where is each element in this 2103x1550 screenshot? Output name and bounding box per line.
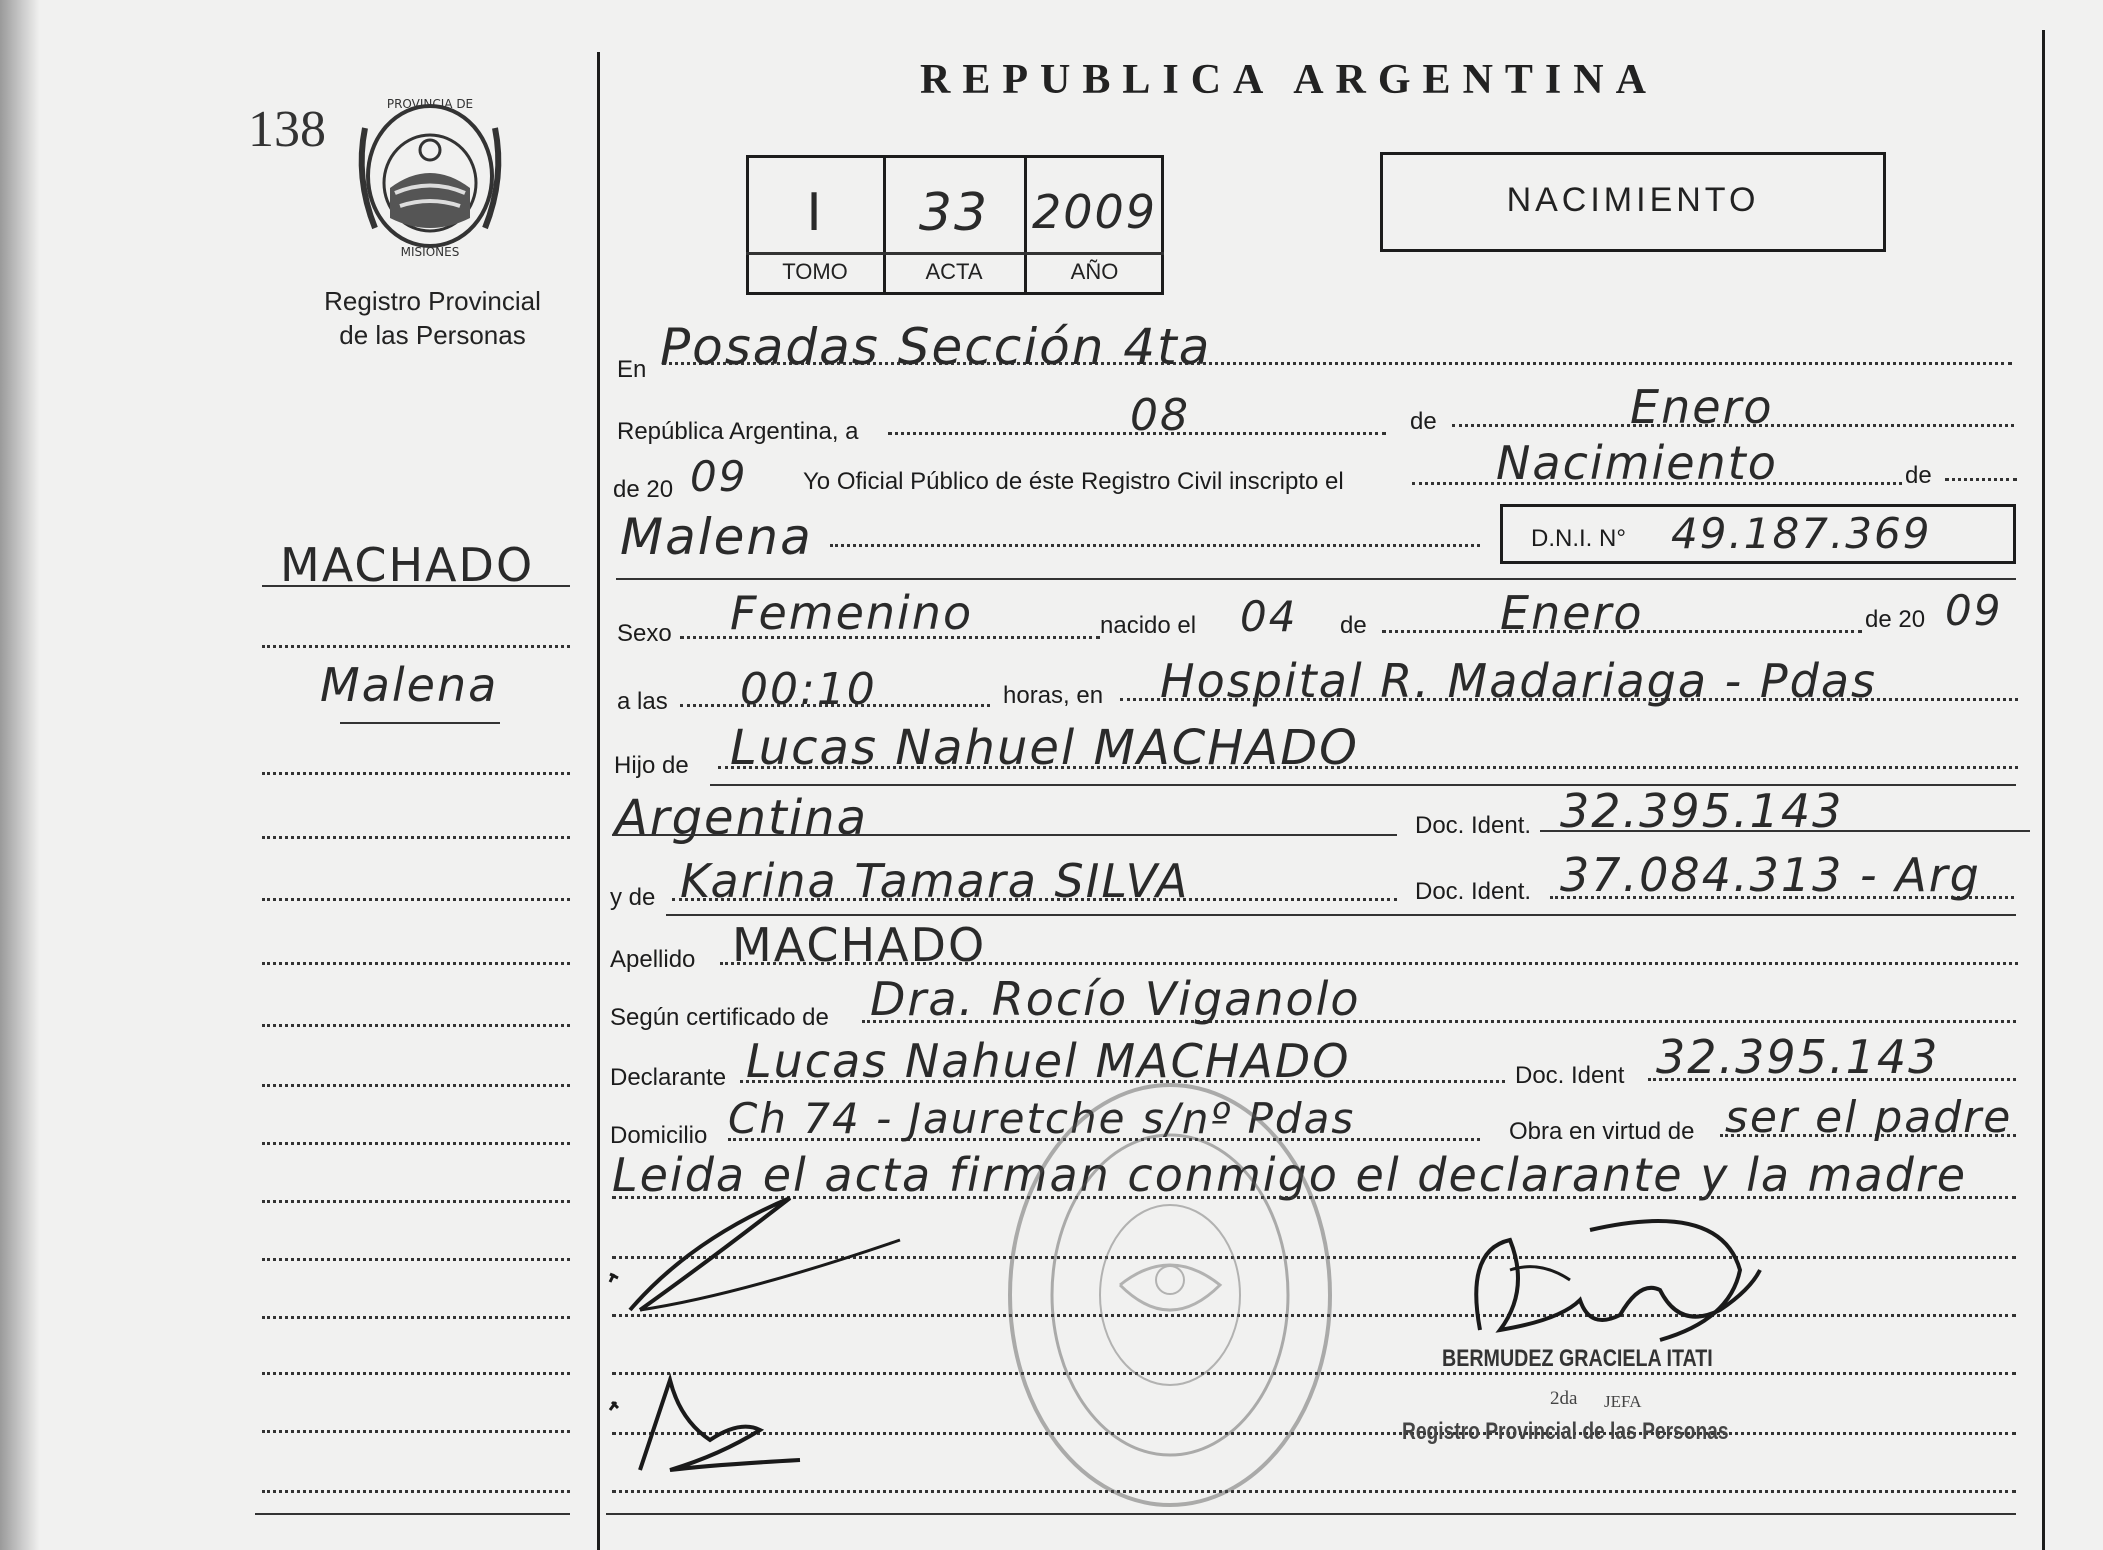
nacido-label: nacido el bbox=[1100, 612, 1197, 639]
sexo-label: Sexo bbox=[617, 620, 672, 647]
de20-label-2: de 20 bbox=[1865, 606, 1926, 633]
official-name: BERMUDEZ GRACIELA ITATI bbox=[1442, 1345, 1713, 1372]
margin-rule bbox=[262, 836, 570, 839]
registry-name-line2: de las Personas bbox=[339, 320, 526, 350]
mother-name-value: Karina Tamara SILVA bbox=[680, 854, 1190, 908]
margin-rule bbox=[262, 898, 570, 901]
domicilio-label: Domicilio bbox=[610, 1122, 708, 1149]
mother-rule bbox=[666, 914, 2016, 916]
margin-rule-bottom bbox=[255, 1513, 570, 1515]
margin-given-name: Malena bbox=[320, 658, 499, 712]
tomo-cell bbox=[746, 155, 884, 295]
margin-rule bbox=[262, 1258, 570, 1261]
acta-cell bbox=[884, 155, 1024, 295]
acta-label: ACTA bbox=[925, 259, 983, 284]
emblem-text-top: PROVINCIA DE bbox=[386, 97, 474, 111]
domicilio-value: Ch 74 - Jauretche s/nº Pdas bbox=[728, 1094, 1356, 1143]
margin-rule bbox=[262, 1200, 570, 1203]
record-type-box bbox=[1380, 152, 1886, 252]
margin-surname: MACHADO bbox=[280, 538, 535, 592]
registry-name-line1: Registro Provincial bbox=[324, 286, 541, 316]
de20-label: de 20 bbox=[613, 476, 674, 503]
provincial-emblem-icon bbox=[345, 88, 515, 263]
dni-value: 49.187.369 bbox=[1671, 509, 1932, 558]
margin-rule bbox=[340, 722, 500, 724]
de-label-3: de bbox=[1340, 612, 1367, 639]
margin-rule bbox=[262, 585, 570, 587]
segun-label: Según certificado de bbox=[610, 1004, 829, 1031]
declarante-label: Declarante bbox=[610, 1064, 727, 1091]
declarant-signature-icon bbox=[600, 1170, 920, 1490]
day-value: 08 bbox=[1130, 390, 1190, 441]
hijo-label: Hijo de bbox=[614, 752, 689, 779]
main-frame-right bbox=[2042, 30, 2045, 1550]
de-label: de bbox=[1410, 408, 1437, 435]
place-value: Posadas Sección 4ta bbox=[660, 318, 1212, 376]
margin-rule bbox=[262, 1372, 570, 1375]
doc-ident-label-2: Doc. Ident. bbox=[1415, 878, 1532, 905]
republica-label: República Argentina, a bbox=[617, 418, 859, 445]
horas-label: horas, en bbox=[1003, 682, 1104, 709]
year-suffix-value: 09 bbox=[690, 452, 748, 501]
yde-label: y de bbox=[610, 884, 656, 911]
tomo-value: I bbox=[806, 183, 824, 243]
child-name-line bbox=[830, 544, 1480, 547]
month-value: Enero bbox=[1630, 380, 1774, 434]
ano-label: AÑO bbox=[1070, 259, 1119, 284]
closing-line: Leida el acta firman conmigo el declarante y la madre bbox=[612, 1148, 1968, 1202]
acta-value: 33 bbox=[918, 183, 990, 243]
margin-rule bbox=[262, 1316, 570, 1319]
doc-ident-label: Doc. Ident. bbox=[1415, 812, 1532, 839]
declarante-doc-value: 32.395.143 bbox=[1656, 1030, 1940, 1084]
birth-month-value: Enero bbox=[1500, 586, 1644, 640]
registry-stamp-icon bbox=[1000, 1075, 1340, 1515]
mother-doc-value: 37.084.313 - Arg bbox=[1560, 848, 1981, 902]
birth-year-suffix-value: 09 bbox=[1945, 586, 2003, 635]
emblem-text-bottom: MISIONES bbox=[400, 245, 460, 259]
margin-rule bbox=[262, 962, 570, 965]
margin-rule bbox=[262, 1084, 570, 1087]
de-label-2: de bbox=[1905, 462, 1932, 489]
margin-rule bbox=[262, 1430, 570, 1433]
birth-time-value: 00:10 bbox=[740, 664, 877, 715]
dni-box bbox=[1500, 504, 2016, 564]
doc-ident-label-3: Doc. Ident bbox=[1515, 1062, 1625, 1089]
father-doc-value: 32.395.143 bbox=[1560, 784, 1844, 838]
father-nationality-value: Argentina bbox=[615, 790, 868, 846]
declarante-value: Lucas Nahuel MACHADO bbox=[746, 1034, 1351, 1088]
dni-label: D.N.I. N° bbox=[1531, 525, 1626, 552]
en-label: En bbox=[617, 356, 647, 383]
child-name-rule bbox=[616, 578, 2016, 580]
oficial-label: Yo Oficial Público de éste Registro Civil inscripto el bbox=[803, 468, 1344, 495]
margin-rule bbox=[262, 645, 570, 648]
record-type-label: NACIMIENTO bbox=[1506, 181, 1760, 219]
tomo-label: TOMO bbox=[782, 259, 848, 284]
ano-cell bbox=[1025, 155, 1164, 295]
margin-rule bbox=[262, 772, 570, 775]
margin-rule bbox=[262, 1142, 570, 1145]
father-name-value: Lucas Nahuel MACHADO bbox=[730, 720, 1359, 776]
official-rank: 2da bbox=[1550, 1388, 1578, 1409]
birth-place-value: Hospital R. Madariaga - Pdas bbox=[1160, 654, 1877, 708]
ano-value: 2009 bbox=[1031, 185, 1158, 239]
child-name-value: Malena bbox=[620, 508, 813, 566]
certificado-value: Dra. Rocío Viganolo bbox=[870, 972, 1361, 1026]
obra-label: Obra en virtud de bbox=[1509, 1118, 1695, 1145]
act-type-value: Nacimiento bbox=[1496, 436, 1778, 490]
sheet-number: 138 bbox=[248, 101, 326, 158]
apellido-value: MACHADO bbox=[732, 918, 987, 972]
official-office: Registro Provincial de las Personas bbox=[1402, 1418, 1729, 1445]
apellido-label: Apellido bbox=[610, 946, 696, 973]
birth-day-value: 04 bbox=[1240, 592, 1298, 641]
margin-rule bbox=[262, 1024, 570, 1027]
margin-rule bbox=[262, 1490, 570, 1493]
official-role: JEFA bbox=[1604, 1392, 1642, 1411]
act-type-line-end bbox=[1945, 478, 2017, 481]
father-nationality-rule bbox=[612, 834, 1397, 836]
country-title: REPUBLICA ARGENTINA bbox=[920, 57, 1658, 103]
page-binding-edge bbox=[0, 0, 40, 1550]
obra-value: ser el padre bbox=[1725, 1092, 2013, 1143]
sexo-value: Femenino bbox=[730, 586, 974, 640]
alas-label: a las bbox=[617, 688, 668, 715]
